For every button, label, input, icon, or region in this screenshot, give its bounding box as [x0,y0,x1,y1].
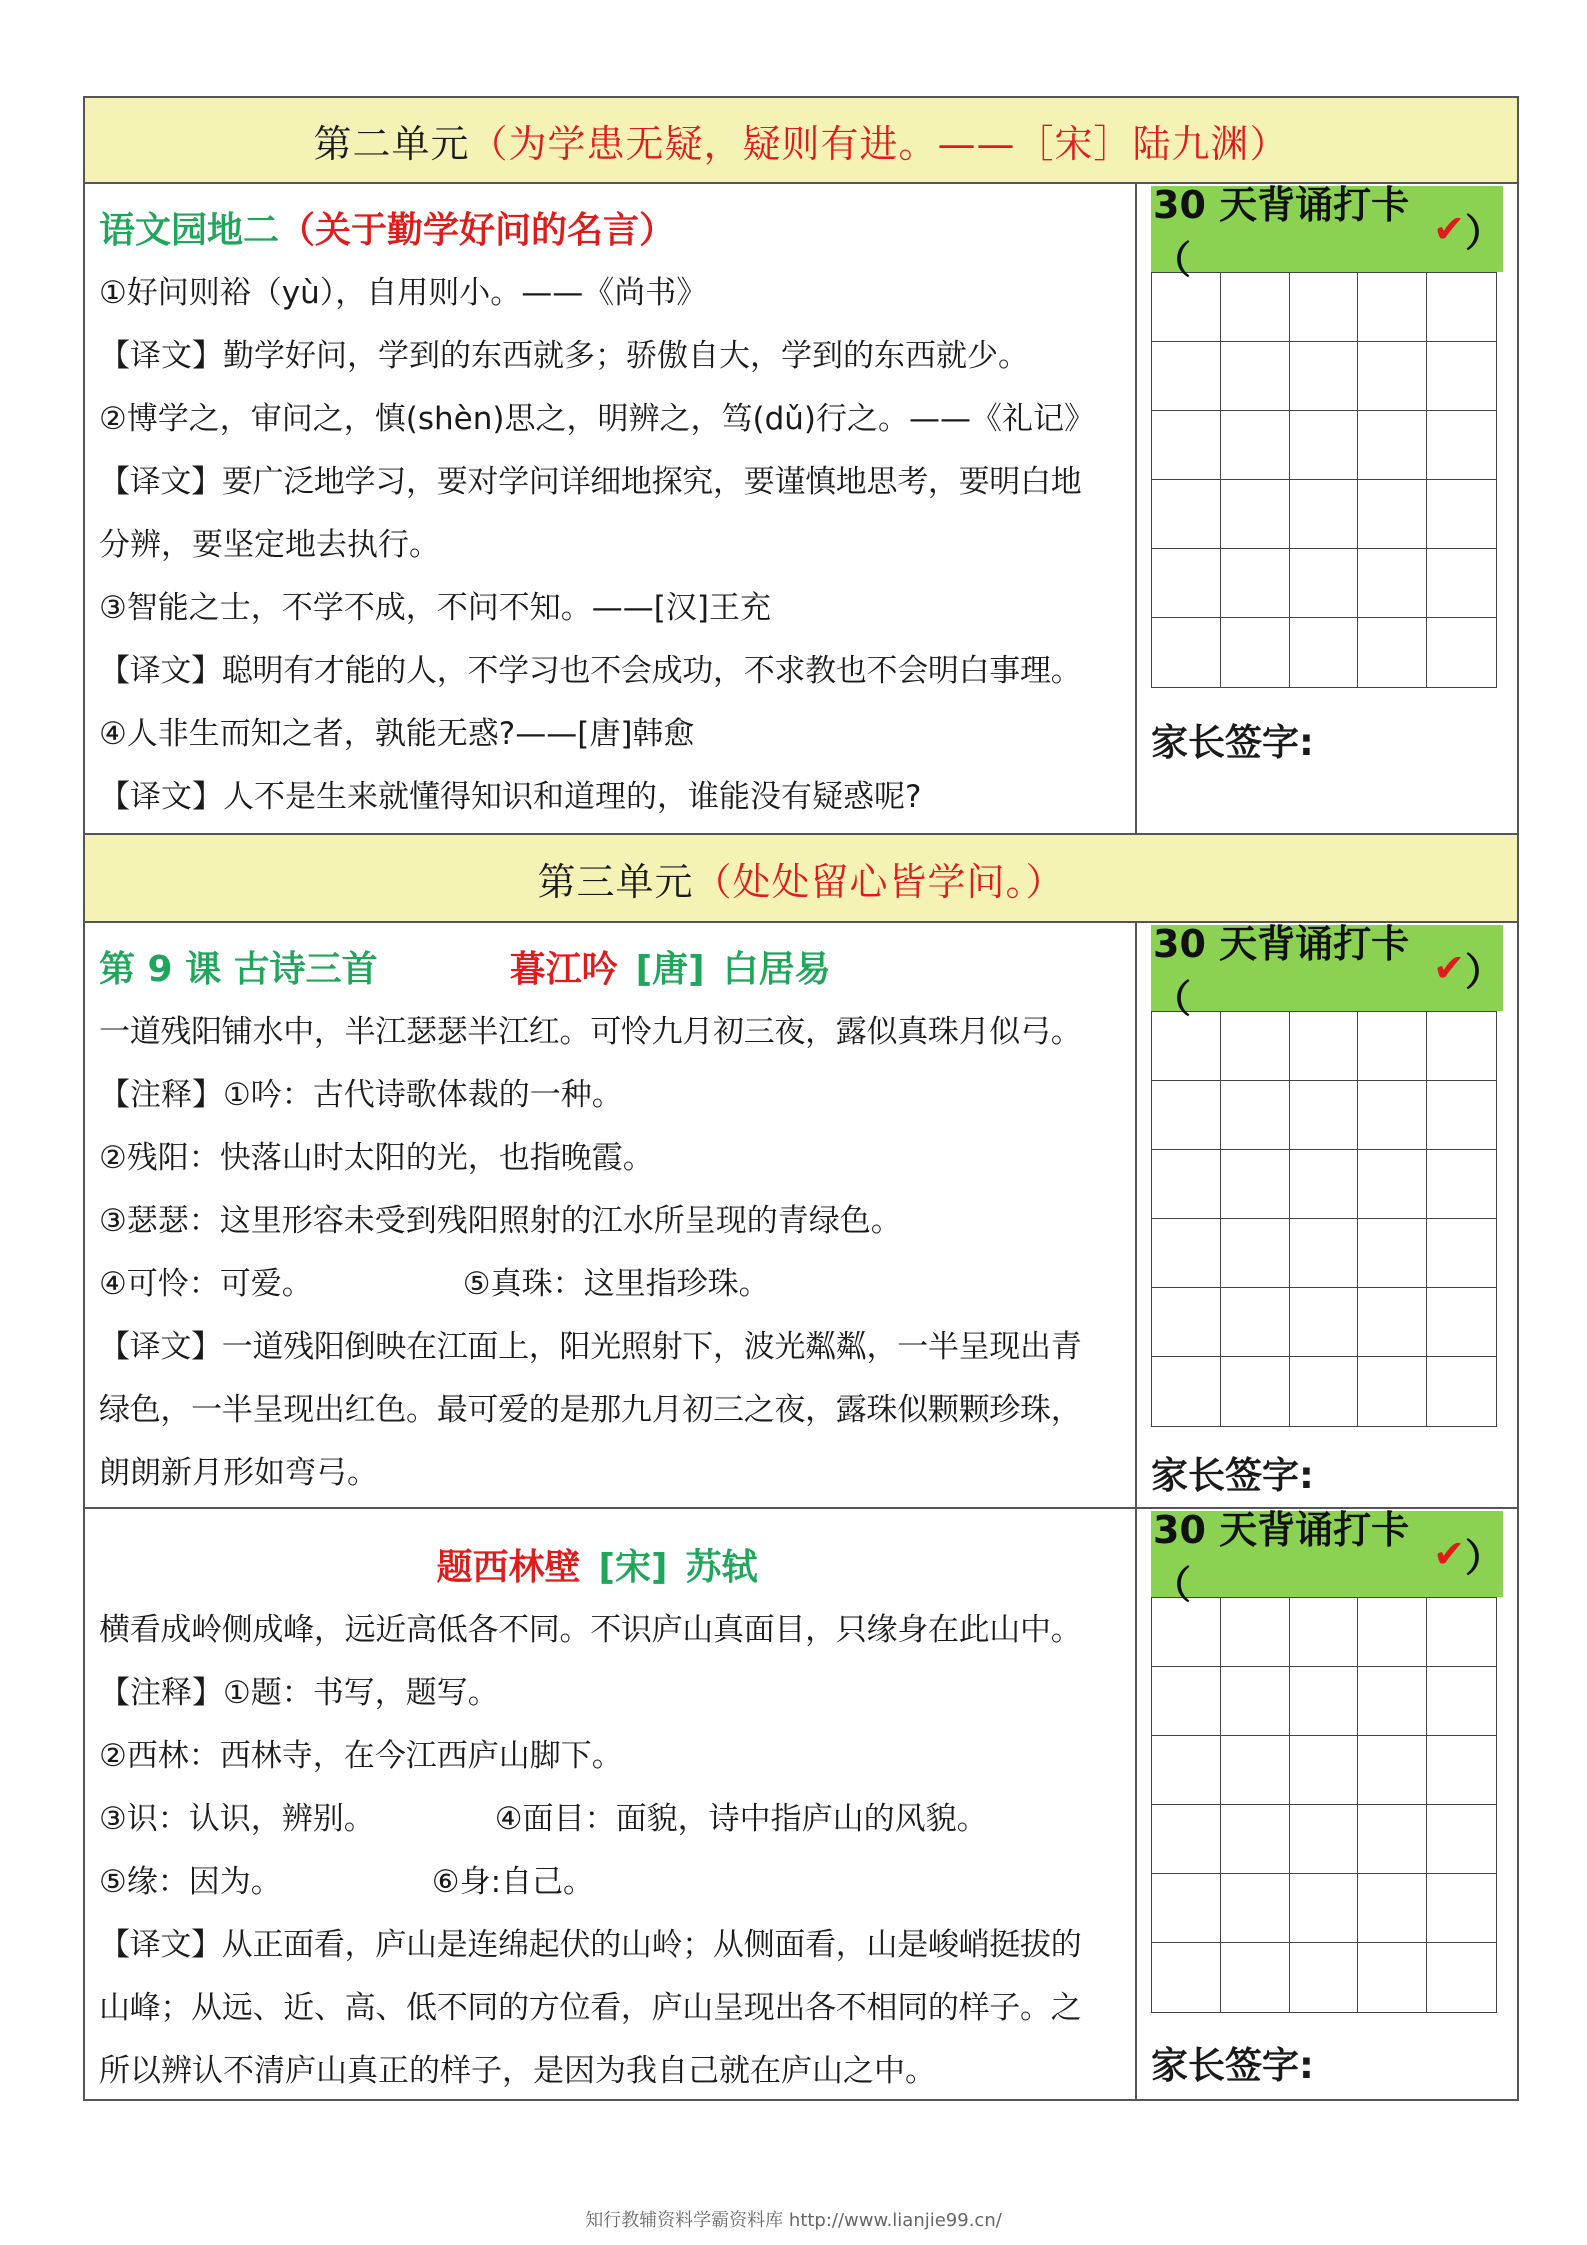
checkin-cell[interactable] [1152,1081,1221,1150]
note-line: ③瑟瑟：这里形容未受到残阳照射的江水所呈现的青绿色。 [99,1203,902,1239]
checkin-cell[interactable] [1358,411,1427,480]
checkin-title [1151,922,1503,1021]
checkin-cell[interactable] [1358,1874,1427,1943]
unit2-section-title: 语文园地二 （关于勤学好问的名言） [99,209,676,251]
translation-line: 所以辨认不清庐山真正的样子，是因为我自己就在庐山之中。 [99,2053,936,2089]
checkin-cell[interactable] [1358,1012,1427,1081]
checkin-cell[interactable] [1290,1874,1359,1943]
poem2-row [85,1509,1517,2101]
checkin-cell[interactable] [1358,1943,1427,2012]
unit3-name: 第三单元 [537,859,694,904]
checkin-cell[interactable] [1358,1288,1427,1357]
note-4: ④面目：面貌，诗中指庐山的风貌。 [494,1801,988,1837]
checkin-cell[interactable] [1152,1805,1221,1874]
checkmark-icon: ✔ [1433,207,1465,251]
note-4: ④可怜：可爱。 [99,1266,313,1302]
checkin-cell[interactable] [1221,1805,1290,1874]
checkin-cell[interactable] [1427,1081,1496,1150]
checkin-cell[interactable] [1152,618,1221,687]
poem2-title: 题西林壁 [436,1546,581,1588]
checkin-label: 30 天背诵打卡（ [1153,183,1410,282]
translation-line: 山峰；从远、近、高、低不同的方位看，庐山呈现出各不相同的样子。之 [99,1990,1082,2026]
poem1-content [85,923,1137,1507]
checkin-cell[interactable] [1221,618,1290,687]
checkin-cell[interactable] [1427,1598,1496,1667]
checkmark-icon: ✔ [1433,946,1465,990]
proverb-line: 【译文】人不是生来就懂得知识和道理的，谁能没有疑惑呢? [99,779,922,815]
lesson-title: 第 9 课 古诗三首 [99,948,378,990]
checkin-cell[interactable] [1358,273,1427,342]
note-5: ⑤缘：因为。 [99,1864,282,1900]
poem2-content [85,1509,1137,2099]
checkin-cell[interactable] [1221,1598,1290,1667]
checkin-cell[interactable] [1358,480,1427,549]
checkin-label: 30 天背诵打卡（ [1153,922,1410,1021]
checkin-close: ） [1464,949,1503,994]
checkin-cell[interactable] [1152,1943,1221,2012]
note-line: ②西林：西林寺，在今江西庐山脚下。 [99,1738,623,1774]
checkin-title [1151,1508,1503,1607]
checkin-cell[interactable] [1221,273,1290,342]
poem1-row [85,923,1517,1509]
checkin-cell[interactable] [1221,1736,1290,1805]
checkin-cell[interactable] [1358,618,1427,687]
note-5: ⑤真珠：这里指珍珠。 [462,1266,770,1302]
checkin-cell[interactable] [1290,1943,1359,2012]
note-line: 【注释】①题：书写，题写。 [99,1675,499,1711]
proverb-line: ③智能之士，不学不成，不问不知。——[汉]王充 [99,590,771,626]
checkin-cell[interactable] [1221,1357,1290,1426]
checkin-cell[interactable] [1221,480,1290,549]
checkin-cell[interactable] [1221,1874,1290,1943]
checkin-cell[interactable] [1152,1598,1221,1667]
proverb-line: 【译文】勤学好问，学到的东西就多；骄傲自大，学到的东西就少。 [99,338,1029,374]
unit2-quote: （为学患无疑，疑则有进。——［宋］陆九渊） [469,121,1289,166]
checkin-cell[interactable] [1427,1805,1496,1874]
poem2-dynasty: [宋] [598,1546,668,1588]
checkin-cell[interactable] [1152,1150,1221,1219]
note-line [99,1253,1135,1316]
checkin-cell[interactable] [1358,1667,1427,1736]
checkin-cell[interactable] [1427,411,1496,480]
checkin-grid[interactable] [1151,1011,1497,1427]
checkin-cell[interactable] [1221,1150,1290,1219]
checkin-cell[interactable] [1221,1081,1290,1150]
checkin-cell[interactable] [1152,1219,1221,1288]
translation-line: 朗朗新月形如弯弓。 [99,1455,378,1491]
parent-signature-label[interactable]: 家长签字: [1151,721,1314,764]
note-line [99,1851,1135,1914]
parent-signature-label[interactable]: 家长签字: [1151,2044,1314,2087]
checkin-cell[interactable] [1221,411,1290,480]
checkin-cell[interactable] [1290,1081,1359,1150]
checkin-cell[interactable] [1152,342,1221,411]
checkin-cell[interactable] [1221,342,1290,411]
checkin-cell[interactable] [1221,1667,1290,1736]
checkin-cell[interactable] [1358,342,1427,411]
checkin-cell[interactable] [1427,1943,1496,2012]
poem1-author: 白居易 [722,948,831,990]
poem-line: 一道残阳铺水中，半江瑟瑟半江红。可怜九月初三夜，露似真珠月似弓。 [99,1014,1082,1050]
unit2-header [85,98,1517,184]
checkin-cell[interactable] [1358,1736,1427,1805]
translation-line: 【译文】从正面看，庐山是连绵起伏的山岭；从侧面看，山是峻峭挺拔的 [99,1927,1082,1963]
checkin-grid[interactable] [1151,1597,1497,2013]
checkin-cell[interactable] [1290,411,1359,480]
checkin-cell[interactable] [1290,342,1359,411]
unit2-name: 第二单元 [313,121,470,166]
checkin-cell[interactable] [1152,1736,1221,1805]
checkin-cell[interactable] [1152,1667,1221,1736]
checkin-cell[interactable] [1427,480,1496,549]
checkin-cell[interactable] [1427,1874,1496,1943]
unit2-checkin-panel [1137,184,1517,833]
checkin-cell[interactable] [1290,273,1359,342]
checkmark-icon: ✔ [1433,1532,1465,1576]
checkin-cell[interactable] [1290,1150,1359,1219]
checkin-cell[interactable] [1152,549,1221,618]
poem1-title: 暮江吟 [509,948,618,990]
checkin-close: ） [1464,210,1503,255]
checkin-cell[interactable] [1427,549,1496,618]
poem2-checkin-panel [1137,1509,1517,2099]
checkin-cell[interactable] [1358,1805,1427,1874]
checkin-cell[interactable] [1358,1598,1427,1667]
checkin-cell[interactable] [1427,1667,1496,1736]
proverb-line: ②博学之，审问之，慎(shèn)思之，明辨之，笃(dǔ)行之。——《礼记》 [99,401,1096,437]
unit2-content [85,184,1137,833]
checkin-cell[interactable] [1290,549,1359,618]
checkin-cell[interactable] [1358,1150,1427,1219]
checkin-cell[interactable] [1427,1288,1496,1357]
note-6: ⑥身:自己。 [431,1864,595,1900]
note-line: 【注释】①吟：古代诗歌体裁的一种。 [99,1077,623,1113]
proverb-line: ①好问则裕（yù），自用则小。——《尚书》 [99,275,708,311]
checkin-cell[interactable] [1221,1288,1290,1357]
checkin-cell[interactable] [1427,273,1496,342]
checkin-cell[interactable] [1427,342,1496,411]
checkin-close: ） [1464,1535,1503,1580]
checkin-cell[interactable] [1221,1219,1290,1288]
checkin-cell[interactable] [1427,1150,1496,1219]
checkin-cell[interactable] [1427,1012,1496,1081]
unit3-header [85,835,1517,923]
checkin-title [1151,183,1503,282]
proverb-line: 【译文】聪明有才能的人，不学习也不会成功，不求教也不会明白事理。 [99,653,1082,689]
checkin-cell[interactable] [1358,1081,1427,1150]
poem1-dynasty: [唐] [635,948,705,990]
checkin-cell[interactable] [1427,1219,1496,1288]
checkin-cell[interactable] [1290,1805,1359,1874]
checkin-cell[interactable] [1290,1667,1359,1736]
checkin-cell[interactable] [1290,1357,1359,1426]
study-sheet [83,96,1519,2101]
poem1-section-title [99,931,1135,1001]
checkin-cell[interactable] [1290,1598,1359,1667]
checkin-cell[interactable] [1290,1288,1359,1357]
checkin-cell[interactable] [1152,1874,1221,1943]
checkin-cell[interactable] [1427,1736,1496,1805]
checkin-cell[interactable] [1152,411,1221,480]
checkin-cell[interactable] [1152,1357,1221,1426]
note-line: ②残阳：快落山时太阳的光，也指晚霞。 [99,1140,654,1176]
checkin-cell[interactable] [1221,1012,1290,1081]
translation-line: 【译文】一道残阳倒映在江面上，阳光照射下，波光粼粼，一半呈现出青 [99,1329,1082,1365]
checkin-label: 30 天背诵打卡（ [1153,1508,1410,1607]
proverb-line: 【译文】要广泛地学习，要对学问详细地探究，要谨慎地思考，要明白地 [99,464,1082,500]
checkin-cell[interactable] [1358,1357,1427,1426]
footer-watermark: 知行教辅资料学霸资料库 http://www.lianjie99.cn/ [585,2210,1002,2231]
unit2-row [85,184,1517,835]
checkin-cell[interactable] [1221,549,1290,618]
unit3-quote: （处处留心皆学问。） [693,859,1065,904]
checkin-cell[interactable] [1290,1219,1359,1288]
checkin-cell[interactable] [1290,618,1359,687]
proverb-line: 分辨，要坚定地去执行。 [99,527,440,563]
checkin-cell[interactable] [1152,1288,1221,1357]
checkin-cell[interactable] [1152,273,1221,342]
proverb-line: ④人非生而知之者，孰能无惑?——[唐]韩愈 [99,716,695,752]
translation-line: 绿色，一半呈现出红色。最可爱的是那九月初三之夜，露珠似颗颗珍珠， [99,1392,1082,1428]
checkin-cell[interactable] [1152,1012,1221,1081]
checkin-cell[interactable] [1358,1219,1427,1288]
note-line [99,1788,1135,1851]
checkin-cell[interactable] [1221,1943,1290,2012]
checkin-cell[interactable] [1290,480,1359,549]
checkin-cell[interactable] [1427,618,1496,687]
poem1-checkin-panel [1137,923,1517,1507]
checkin-grid[interactable] [1151,272,1497,688]
poem2-section-title [99,1529,1135,1599]
note-3: ③识：认识，辨别。 [99,1801,375,1837]
checkin-cell[interactable] [1290,1012,1359,1081]
checkin-cell[interactable] [1152,480,1221,549]
parent-signature-label[interactable]: 家长签字: [1151,1454,1314,1497]
checkin-cell[interactable] [1290,1736,1359,1805]
poem-line: 横看成岭侧成峰，远近高低各不同。不识庐山真面目，只缘身在此山中。 [99,1612,1082,1648]
poem2-author: 苏轼 [685,1546,758,1588]
checkin-cell[interactable] [1427,1357,1496,1426]
checkin-cell[interactable] [1358,549,1427,618]
